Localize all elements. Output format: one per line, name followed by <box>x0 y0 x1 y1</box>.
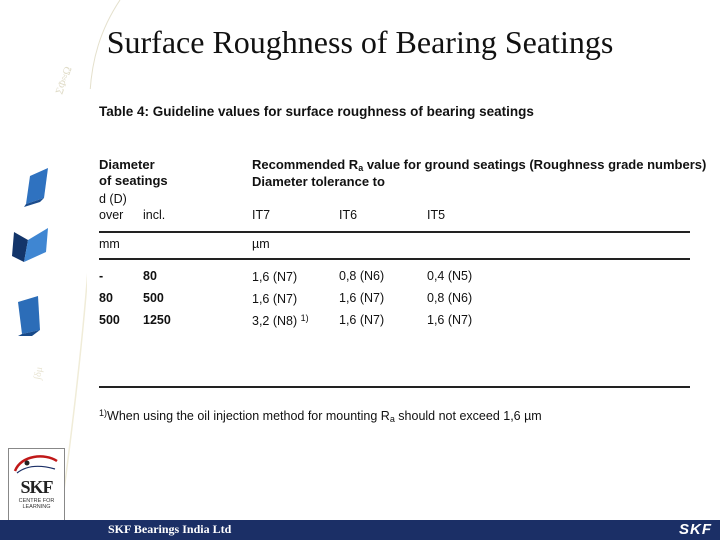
row-incl: 1250 <box>143 313 171 327</box>
units-rule <box>99 258 690 260</box>
row-it5: 0,8 (N6) <box>427 291 473 305</box>
logo-skf-text: SKF <box>20 477 53 497</box>
footnote-end: should not exceed 1,6 µm <box>394 409 542 423</box>
row-it7 <box>252 313 309 328</box>
diameter-header-line1: Diameter <box>99 157 155 172</box>
diameter-symbol: d (D) <box>99 192 127 206</box>
table-bottom-rule <box>99 386 690 388</box>
header-rule <box>99 231 690 233</box>
it7-header: IT7 <box>252 208 271 222</box>
row-it6: 0,8 (N6) <box>339 269 385 283</box>
row-it7-value: 1,6 (N7) <box>252 270 298 284</box>
recommended-subscript: a <box>358 163 364 173</box>
footnote <box>99 408 542 424</box>
skf-brand-logo: SKF <box>679 521 712 538</box>
footer-company: SKF Bearings India Ltd <box>108 522 232 536</box>
row-it7 <box>252 269 297 284</box>
footer-bar <box>0 520 720 540</box>
row-it6: 1,6 (N7) <box>339 291 385 305</box>
table-title: Table 4: Guideline values for surface roughness of bearing seatings <box>99 104 534 119</box>
svg-text:ΣΦ≈Ω: ΣΦ≈Ω <box>53 64 75 97</box>
tolerance-header: Diameter tolerance to <box>252 174 385 189</box>
over-header: over <box>99 208 124 222</box>
unit-micrometre: µm <box>252 237 270 251</box>
row-incl: 80 <box>143 269 157 283</box>
footnote-text: When using the oil injection method for mounting R <box>107 409 390 423</box>
row-it5: 0,4 (N5) <box>427 269 473 283</box>
skf-learning-logo <box>8 448 65 522</box>
row-it7-value: 3,2 (N8) <box>252 314 298 328</box>
logo-swoosh-icon <box>11 451 61 477</box>
table-card <box>87 89 720 441</box>
row-over: 80 <box>99 291 113 305</box>
diameter-header-line2: of seatings <box>99 173 168 188</box>
row-it7 <box>252 291 297 306</box>
row-it7-note: 1) <box>300 313 309 323</box>
row-over: - <box>99 269 104 283</box>
row-it6: 1,6 (N7) <box>339 313 385 327</box>
row-it7-value: 1,6 (N7) <box>252 292 298 306</box>
row-incl: 500 <box>143 291 164 305</box>
recommended-prefix: Recommended R <box>252 157 359 172</box>
it6-header: IT6 <box>339 208 358 222</box>
slide-title: Surface Roughness of Bearing Seatings <box>106 24 614 60</box>
incl-header: incl. <box>143 208 166 222</box>
diameter-header <box>99 157 168 189</box>
row-it5: 1,6 (N7) <box>427 313 473 327</box>
it5-header: IT5 <box>427 208 446 222</box>
footnote-marker: 1) <box>99 408 108 418</box>
svg-text:∫δμ: ∫δμ <box>32 365 46 381</box>
unit-mm: mm <box>99 237 120 251</box>
footnote-subscript: a <box>389 414 395 424</box>
logo-subtitle: CENTRE FOR LEARNING <box>18 498 55 510</box>
recommended-suffix: value for ground seatings (Roughness grade numbers) <box>363 157 707 172</box>
row-over: 500 <box>99 313 120 327</box>
